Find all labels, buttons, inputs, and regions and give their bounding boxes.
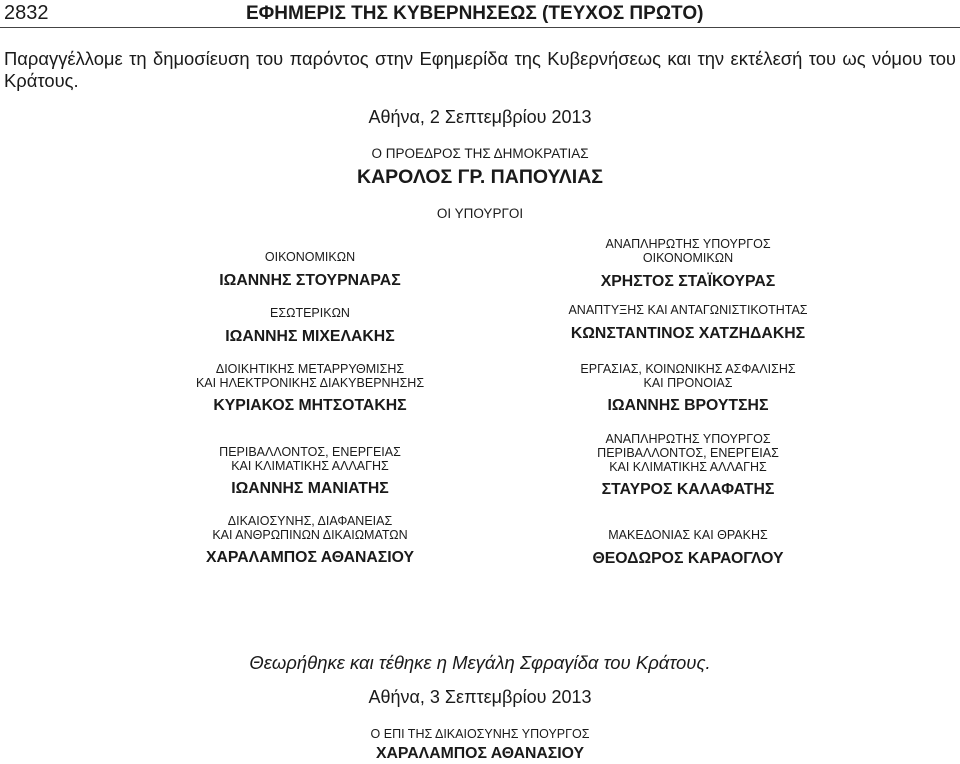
signing-date: Αθήνα, 2 Σεπτεμβρίου 2013: [368, 107, 592, 127]
sealing-date: Αθήνα, 3 Σεπτεμβρίου 2013: [368, 687, 592, 707]
page-header: [0, 0, 960, 26]
minister-entry: [468, 303, 908, 343]
justice-minister-name: ΧΑΡΑΛΑΜΠΟΣ ΑΘΑΝΑΣΙΟΥ: [375, 745, 585, 762]
minister-name: ΘΕΟΔΩΡΟΣ ΚΑΡΑΟΓΛΟΥ: [592, 550, 784, 567]
president-name: ΚΑΡΟΛΟΣ ΓΡ. ΠΑΠΟΥΛΙΑΣ: [357, 166, 603, 188]
justice-minister-title: Ο ΕΠΙ ΤΗΣ ΔΙΚΑΙΟΣΥΝΗΣ ΥΠΟΥΡΓΟΣ: [370, 727, 590, 741]
minister-role: ΜΑΚΕΔΟΝΙΑΣ ΚΑΙ ΘΡΑΚΗΣ: [608, 528, 768, 542]
minister-name: ΣΤΑΥΡΟΣ ΚΑΛΑΦΑΤΗΣ: [601, 481, 775, 498]
minister-name: ΙΩΑΝΝΗΣ ΣΤΟΥΡΝΑΡΑΣ: [219, 272, 401, 289]
header-divider: [0, 27, 960, 28]
minister-name: ΚΥΡΙΑΚΟΣ ΜΗΤΣΟΤΑΚΗΣ: [213, 397, 407, 414]
minister-role: ΔΙΟΙΚΗΤΙΚΗΣ ΜΕΤΑΡΡΥΘΜΙΣΗΣ: [215, 362, 405, 376]
minister-entry: [90, 362, 530, 415]
minister-name: ΙΩΑΝΝΗΣ ΜΙΧΕΛΑΚΗΣ: [225, 328, 395, 345]
minister-entry: [468, 528, 908, 568]
minister-role: ΟΙΚΟΝΟΜΙΚΩΝ: [642, 251, 734, 265]
journal-title: ΕΦΗΜΕΡΙΣ ΤΗΣ ΚΥΒΕΡΝΗΣΕΩΣ (ΤΕΥΧΟΣ ΠΡΩΤΟ): [246, 3, 704, 24]
minister-role: ΚΑΙ ΚΛΙΜΑΤΙΚΗΣ ΑΛΛΑΓΗΣ: [231, 459, 389, 473]
minister-entry: [468, 432, 908, 499]
seal-statement: Θεωρήθηκε και τέθηκε η Μεγάλη Σφραγίδα του Κράτους.: [249, 652, 711, 673]
minister-name: ΧΡΗΣΤΟΣ ΣΤΑΪΚΟΥΡΑΣ: [600, 273, 776, 290]
minister-role: ΚΑΙ ΗΛΕΚΤΡΟΝΙΚΗΣ ΔΙΑΚΥΒΕΡΝΗΣΗΣ: [195, 376, 425, 390]
minister-entry: [468, 237, 908, 291]
minister-role: ΑΝΑΠΛΗΡΩΤΗΣ ΥΠΟΥΡΓΟΣ: [605, 237, 771, 251]
minister-role: ΑΝΑΠΛΗΡΩΤΗΣ ΥΠΟΥΡΓΟΣ: [605, 432, 771, 446]
minister-name: ΚΩΝΣΤΑΝΤΙΝΟΣ ΧΑΤΖΗΔΑΚΗΣ: [570, 325, 806, 342]
minister-role: ΚΑΙ ΚΛΙΜΑΤΙΚΗΣ ΑΛΛΑΓΗΣ: [609, 460, 767, 474]
minister-role: ΕΣΩΤΕΡΙΚΩΝ: [270, 306, 350, 320]
minister-entry: [90, 250, 530, 290]
minister-role: ΑΝΑΠΤΥΞΗΣ ΚΑΙ ΑΝΤΑΓΩΝΙΣΤΙΚΟΤΗΤΑΣ: [568, 303, 808, 317]
president-title: Ο ΠΡΟΕΔΡΟΣ ΤΗΣ ΔΗΜΟΚΡΑΤΙΑΣ: [371, 146, 589, 161]
minister-role: ΠΕΡΙΒΑΛΛΟΝΤΟΣ, ΕΝΕΡΓΕΙΑΣ: [219, 445, 401, 459]
minister-role: ΔΙΚΑΙΟΣΥΝΗΣ, ΔΙΑΦΑΝΕΙΑΣ: [227, 514, 393, 528]
minister-entry: [468, 362, 908, 415]
minister-role: ΠΕΡΙΒΑΛΛΟΝΤΟΣ, ΕΝΕΡΓΕΙΑΣ: [597, 446, 779, 460]
minister-role: ΚΑΙ ΠΡΟΝΟΙΑΣ: [643, 376, 733, 390]
minister-name: ΙΩΑΝΝΗΣ ΜΑΝΙΑΤΗΣ: [231, 480, 389, 497]
ministers-heading: ΟΙ ΥΠΟΥΡΓΟΙ: [436, 206, 524, 221]
minister-entry: [90, 445, 530, 498]
minister-name: ΧΑΡΑΛΑΜΠΟΣ ΑΘΑΝΑΣΙΟΥ: [205, 549, 415, 566]
minister-role: ΚΑΙ ΑΝΘΡΩΠΙΝΩΝ ΔΙΚΑΙΩΜΑΤΩΝ: [212, 528, 408, 542]
intro-paragraph: Παραγγέλλομε τη δημοσίευση του παρόντος στην Εφημερίδα της Κυβερνήσεως και την εκτέλεσή του ως νόμου του Κράτους.: [4, 48, 956, 91]
minister-name: ΙΩΑΝΝΗΣ ΒΡΟΥΤΣΗΣ: [607, 397, 769, 414]
page-number: 2832: [4, 2, 49, 24]
minister-entry: [90, 514, 530, 567]
minister-role: ΕΡΓΑΣΙΑΣ, ΚΟΙΝΩΝΙΚΗΣ ΑΣΦΑΛΙΣΗΣ: [580, 362, 796, 376]
minister-role: ΟΙΚΟΝΟΜΙΚΩΝ: [264, 250, 356, 264]
minister-entry: [90, 306, 530, 346]
